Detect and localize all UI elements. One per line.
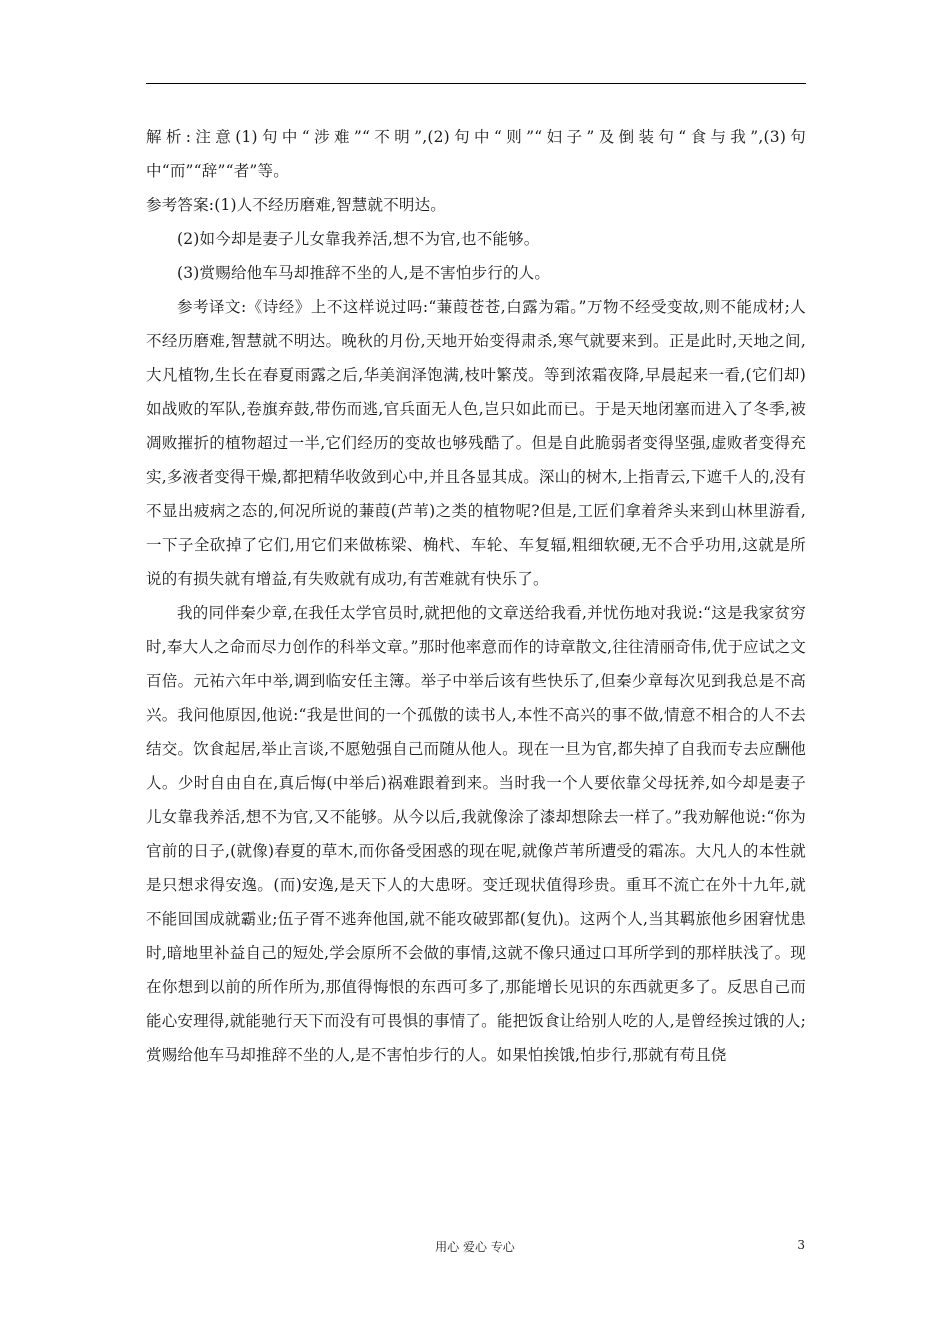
- header-rule: [146, 83, 806, 84]
- analysis-paragraph: 解析:注意(1)句中“涉难”“不明”,(2)句中“则”“妇子”及倒装句“食与我”,(3)句中“而”“辞”“者”等。: [146, 128, 806, 180]
- document-body: [146, 120, 806, 1072]
- translation-paragraph-2: 我的同伴秦少章,在我任太学官员时,就把他的文章送给我看,并忧伤地对我说:“这是我家贫穷时,奉大人之命而尽力创作的科举文章。”那时他率意而作的诗章散文,往往清丽奇伟,优于应试之文百倍。元祐六年中举,调到临安任主簿。举子中举后该有些快乐了,但秦少章每次见到我总是不高兴。我问他原因,他说:“我是世间的一个孤傲的读书人,本性不高兴的事不做,情意不相合的人不去结交。饮食起居,举止言谈,不愿勉强自己而随从他人。现在一旦为官,都失掉了自我而专去应酬他人。少时自由自在,真后悔(中举后)祸难跟着到来。当时我一个人要依靠父母抚养,如今却是妻子儿女靠我养活,想不为官,又不能够。从今以后,我就像涂了漆却想除去一样了。”我劝解他说:“你为官前的日子,(就像)春夏的草木,而你备受困惑的现在呢,就像芦苇所遭受的霜冻。大凡人的本性就是只想求得安逸。(而)安逸,是天下人的大患呀。变迁现状值得珍贵。重耳不流亡在外十九年,就不能回国成就霸业;伍子胥不逃奔他国,就不能攻破郢都(复仇)。这两个人,当其羁旅他乡困窘忧患时,暗地里补益自己的短处,学会原所不会做的事情,这就不像只通过口耳所学到的那样肤浅了。现在你想到以前的所作所为,那值得悔恨的东西可多了,那能增长见识的东西就更多了。反思自己而能心安理得,就能驰行天下而没有可畏惧的事情了。能把饭食让给别人吃的人,是曾经挨过饿的人;赏赐给他车马却推辞不坐的人,是不害怕步行的人。如果怕挨饿,怕步行,那就有苟且侥: [146, 604, 806, 1064]
- footer-slogan: 用心 爱心 专心: [435, 1240, 515, 1254]
- translation-paragraph-1: 参考译文:《诗经》上不这样说过吗:“蒹葭苍苍,白露为霜。”万物不经受变故,则不能成材;人不经历磨难,智慧就不明达。晚秋的月份,天地开始变得肃杀,寒气就要来到。正是此时,天地之间,大凡植物,生长在春夏雨露之后,华美润泽饱满,枝叶繁茂。等到浓霜夜降,早晨起来一看,(它们却)如战败的军队,卷旗弃鼓,带伤而逃,官兵面无人色,岂只如此而已。于是天地闭塞而进入了冬季,被凋败摧折的植物超过一半,它们经历的变故也够残酷了。但是自此脆弱者变得坚强,虚败者变得充实,多液者变得干燥,都把精华收敛到心中,并且各显其成。深山的树木,上指青云,下遮千人的,没有不显出疲病之态的,何况所说的蒹葭(芦苇)之类的植物呢?但是,工匠们拿着斧头来到山林里游看,一下子全砍掉了它们,用它们来做栋梁、桷杙、车轮、车复辐,粗细软硬,无不合乎功用,这就是所说的有损失就有增益,有失败就有成功,有苦难就有快乐了。: [146, 298, 806, 588]
- answer-item-3: (3)赏赐给他车马却推辞不坐的人,是不害怕步行的人。: [177, 264, 551, 282]
- page-number: 3: [797, 1238, 805, 1252]
- answer-item-2: (2)如今却是妻子儿女靠我养活,想不为官,也不能够。: [177, 230, 540, 248]
- answer-heading: 参考答案:(1)人不经历磨难,智慧就不明达。: [146, 196, 447, 214]
- page-footer: [0, 1238, 950, 1258]
